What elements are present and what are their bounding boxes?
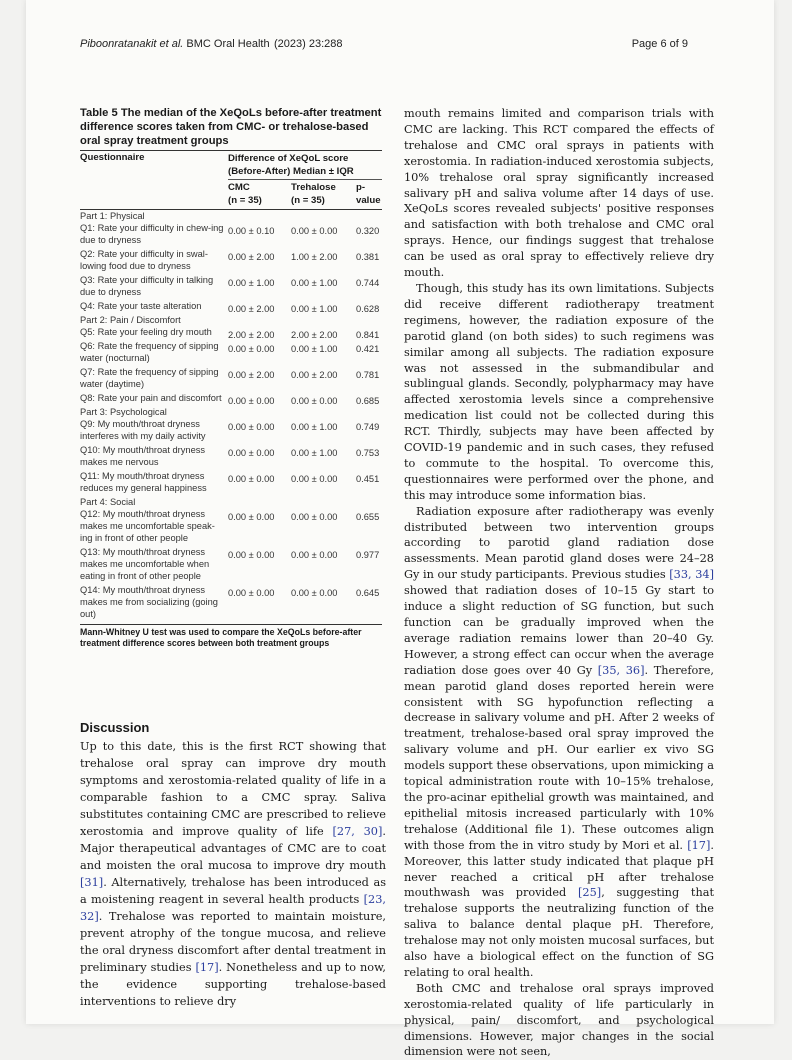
table-header xyxy=(80,150,382,210)
page-number: Page 6 of 9 xyxy=(631,38,688,50)
cmc-cell: 0.00 ± 2.00 xyxy=(228,252,275,262)
trehalose-cell: 0.00 ± 1.00 xyxy=(291,448,338,458)
table-row xyxy=(80,444,382,470)
table-row xyxy=(80,248,382,274)
question-cell: Q10: My mouth/throat dryness makes me nervous xyxy=(80,445,206,467)
trehalose-cell: 0.00 ± 0.00 xyxy=(291,512,338,522)
table-caption: Table 5 The median of the XeQoLs before-after treatment difference scores taken from CMC- or trehalose-based oral spray treatment groups xyxy=(80,107,382,147)
paragraph: Though, this study has its own limitations. Subjects did receive different radiotherapy treatment regimens, however, the radiation exposure of the parotid gland (on both sides) to such regimens was similar among all subjects. The radiation exposure was not assessed in the submandibular and sublingual glands. Secondly, polypharmacy may have affected xerostomia levels since a comprehensive medication list could not be collected during this RCT. Thirdly, subjects may have been affected by COVID-19 pandemic and in such cases, they refused to commute to the hospital. To overcome this, questionnaires were performed over the phone, and this may introduce some information bias. xyxy=(404,281,714,502)
trehalose-cell: 0.00 ± 2.00 xyxy=(291,370,338,380)
table-row xyxy=(80,340,382,366)
cmc-cell: 0.00 ± 0.00 xyxy=(228,512,275,522)
section-label: Part 4: Social xyxy=(80,497,136,507)
p-value-cell: 0.685 xyxy=(356,396,380,406)
col-group-header xyxy=(228,152,354,178)
cmc-cell: 0.00 ± 0.00 xyxy=(228,396,275,406)
question-cell: Q12: My mouth/throat dryness makes me uncomfortable speak-ing in front of other people xyxy=(80,509,215,543)
cmc-cell: 0.00 ± 0.00 xyxy=(228,422,275,432)
cmc-cell: 2.00 ± 2.00 xyxy=(228,330,275,340)
table-row xyxy=(80,222,382,248)
table-row xyxy=(80,584,382,622)
table-body xyxy=(80,210,382,622)
col-tre-l2: (n = 35) xyxy=(291,195,325,206)
question-cell: Q3: Rate your difficulty in talking due to dryness xyxy=(80,275,214,297)
col-cmc xyxy=(228,181,262,207)
citation-link[interactable]: [33, 34] xyxy=(669,568,715,582)
section-label: Part 1: Physical xyxy=(80,211,145,221)
running-header-authors xyxy=(80,38,270,50)
table-row xyxy=(80,392,382,406)
p-value-cell: 0.781 xyxy=(356,370,380,380)
p-value-cell: 0.628 xyxy=(356,304,380,314)
table-section-row xyxy=(80,314,382,326)
table-row xyxy=(80,418,382,444)
question-cell: Q8: Rate your pain and discomfort xyxy=(80,393,222,403)
question-cell: Q5: Rate your feeling dry mouth xyxy=(80,327,212,337)
trehalose-cell: 0.00 ± 1.00 xyxy=(291,422,338,432)
trehalose-cell: 0.00 ± 0.00 xyxy=(291,588,338,598)
col-questionnaire: Questionnaire xyxy=(80,152,145,163)
question-cell: Q6: Rate the frequency of sipping water (nocturnal) xyxy=(80,341,219,363)
p-value-cell: 0.841 xyxy=(356,330,380,340)
section-label: Part 2: Pain / Discomfort xyxy=(80,315,181,325)
table-footnote: Mann-Whitney U test was used to compare the XeQoLs before-after treatment difference scores between both treatment groups xyxy=(80,624,382,649)
trehalose-cell: 0.00 ± 0.00 xyxy=(291,474,338,484)
table-row xyxy=(80,470,382,496)
col-p-value xyxy=(356,181,381,207)
question-cell: Q4: Rate your taste alteration xyxy=(80,301,202,311)
discussion-text: Up to this date, this is the first RCT showing that trehalose oral spray can improve dry mouth symptoms and xerostomia-related quality of life in a comparable fashion to a CMC spray. Saliva substitutes containing CMC are prescribed to relieve xerostomia and improve quality of life [27, 30]. Major therapeutical advantages of CMC are to coat and moisten the oral mucosa to improve dry mouth [31]. Alternatively, trehalose has been introduced as a moistening reagent in several health products [23, 32]. Trehalose was reported to maintain moisture, prevent atrophy of the tongue mucosa, and relieve the oral dryness discomfort after dental treatment in preliminary studies [17]. Nonetheless and up to now, the evidence supporting trehalose-based interventions to relieve dry xyxy=(80,740,386,1008)
table-row xyxy=(80,326,382,340)
question-cell: Q13: My mouth/throat dryness makes me uncomfortable when eating in front of other people xyxy=(80,547,210,581)
table-row xyxy=(80,546,382,584)
col-cmc-l1: CMC xyxy=(228,182,250,193)
question-cell: Q1: Rate your difficulty in chew-ing due to dryness xyxy=(80,223,224,245)
col-group-line2: (Before-After) Median ± IQR xyxy=(228,166,354,177)
trehalose-cell: 0.00 ± 0.00 xyxy=(291,226,338,236)
cmc-cell: 0.00 ± 0.00 xyxy=(228,474,275,484)
cmc-cell: 0.00 ± 0.10 xyxy=(228,226,275,236)
discussion-heading: Discussion xyxy=(80,720,150,735)
paragraph: Both CMC and trehalose oral sprays improved xerostomia-related quality of life particularly in physical, pain/ discomfort, and psychological dimensions. However, major changes in the social dimension were not seen, xyxy=(404,981,714,1059)
p-value-cell: 0.451 xyxy=(356,474,380,484)
question-cell: Q9: My mouth/throat dryness interferes with my daily activity xyxy=(80,419,206,441)
trehalose-cell: 0.00 ± 0.00 xyxy=(291,550,338,560)
p-value-cell: 0.320 xyxy=(356,226,380,236)
table-section-row xyxy=(80,496,382,508)
col-p-l1: p- xyxy=(356,182,366,193)
trehalose-cell: 1.00 ± 2.00 xyxy=(291,252,338,262)
citation-link[interactable]: [35, 36] xyxy=(597,663,645,677)
table-row xyxy=(80,300,382,314)
right-column xyxy=(404,106,714,1060)
table-row xyxy=(80,366,382,392)
col-tre-l1: Trehalose xyxy=(291,182,336,193)
col-p-l2: value xyxy=(356,195,381,206)
table-5 xyxy=(80,106,382,649)
journal-name: BMC Oral Health xyxy=(186,38,270,50)
col-cmc-l2: (n = 35) xyxy=(228,195,262,206)
trehalose-cell: 0.00 ± 0.00 xyxy=(291,396,338,406)
p-value-cell: 0.753 xyxy=(356,448,380,458)
trehalose-cell: 0.00 ± 1.00 xyxy=(291,278,338,288)
section-label: Part 3: Psychological xyxy=(80,407,167,417)
trehalose-cell: 0.00 ± 1.00 xyxy=(291,304,338,314)
citation-link[interactable]: [25] xyxy=(578,886,602,900)
p-value-cell: 0.977 xyxy=(356,550,380,560)
citation-link[interactable]: [31] xyxy=(80,876,104,889)
question-cell: Q14: My mouth/throat dryness makes me from socializing (going out) xyxy=(80,585,218,619)
p-value-cell: 0.655 xyxy=(356,512,380,522)
table-section-row xyxy=(80,210,382,222)
question-cell: Q7: Rate the frequency of sipping water (daytime) xyxy=(80,367,219,389)
p-value-cell: 0.749 xyxy=(356,422,380,432)
citation-link[interactable]: [23, 32] xyxy=(80,893,386,923)
trehalose-cell: 0.00 ± 1.00 xyxy=(291,344,338,354)
p-value-cell: 0.645 xyxy=(356,588,380,598)
p-value-cell: 0.744 xyxy=(356,278,380,288)
cmc-cell: 0.00 ± 0.00 xyxy=(228,588,275,598)
table-row xyxy=(80,274,382,300)
table-section-row xyxy=(80,406,382,418)
citation-link[interactable]: [27, 30] xyxy=(332,825,383,838)
p-value-cell: 0.421 xyxy=(356,344,380,354)
header-rule xyxy=(228,179,382,180)
table-row xyxy=(80,508,382,546)
paragraph: Radiation exposure after radiotherapy was evenly distributed between two intervention groups according to parotid gland radiation dose assessments. Mean parotid gland doses were 24–28 Gy in our study participants. Previous studies [33, 34] showed that radiation doses of 10–15 Gy start to induce a slight reduction of SG function, but such function can be gradually improved when the average radiation remains lower than 20–40 Gy. However, a strong effect can occur when the average radiation dose goes over 40 Gy [35, 36]. Therefore, mean parotid gland doses reported herein were consistent with SG hypofunction reflecting a decrease in salivary volume and pH. After 2 weeks of treatment, trehalose-based oral spray improved the salivary volume and pH. Our earlier ex vivo SG models support these observations, upon mimicking a topical administration route with 10–15% trehalose, the pro-acinar epithelial growth was maintained, and epithelial mitosis increased particularly with 10% trehalose (Additional file 1). These outcomes align with those from the in vitro study by Mori et al. [17]. Moreover, this latter study indicated that plaque pH never reached a critical pH after trehalose mouthwash was provided [25], suggesting that trehalose supports the neutralizing function of the saliva to balance dental plaque pH. Therefore, trehalose may not only moisten mucosal surfaces, but also have a biological effect on the function of SG relating to oral health. xyxy=(404,504,715,979)
authors: Piboonratanakit et al. xyxy=(80,38,184,50)
cmc-cell: 0.00 ± 0.00 xyxy=(228,550,275,560)
question-cell: Q11: My mouth/throat dryness reduces my general happiness xyxy=(80,471,207,493)
cmc-cell: 0.00 ± 2.00 xyxy=(228,370,275,380)
paragraph: mouth remains limited and comparison trials with CMC are lacking. This RCT compared the effects of trehalose and CMC oral sprays in patients with xerostomia. In radiation-induced xerostomia subjects, 10% trehalose oral spray significantly increased salivary pH and saliva volume after 14 days of use. XeQoLs scores revealed subjects' positive responses and satisfaction with both trehalose and CMC oral sprays. Hence, our findings suggest that trehalose can be used as oral spray to effectively relieve dry mouth. xyxy=(404,107,714,280)
col-group-line1: Difference of XeQoL score xyxy=(228,153,349,164)
cmc-cell: 0.00 ± 0.00 xyxy=(228,448,275,458)
cmc-cell: 0.00 ± 1.00 xyxy=(228,278,275,288)
question-cell: Q2: Rate your difficulty in swal-lowing food due to dryness xyxy=(80,249,208,271)
citation-link[interactable]: [17] xyxy=(195,961,219,974)
trehalose-cell: 2.00 ± 2.00 xyxy=(291,330,338,340)
citation: (2023) 23:288 xyxy=(274,38,343,50)
p-value-cell: 0.381 xyxy=(356,252,380,262)
cmc-cell: 0.00 ± 2.00 xyxy=(228,304,275,314)
citation-link[interactable]: [17] xyxy=(687,838,711,852)
cmc-cell: 0.00 ± 0.00 xyxy=(228,344,275,354)
col-trehalose xyxy=(291,181,336,207)
